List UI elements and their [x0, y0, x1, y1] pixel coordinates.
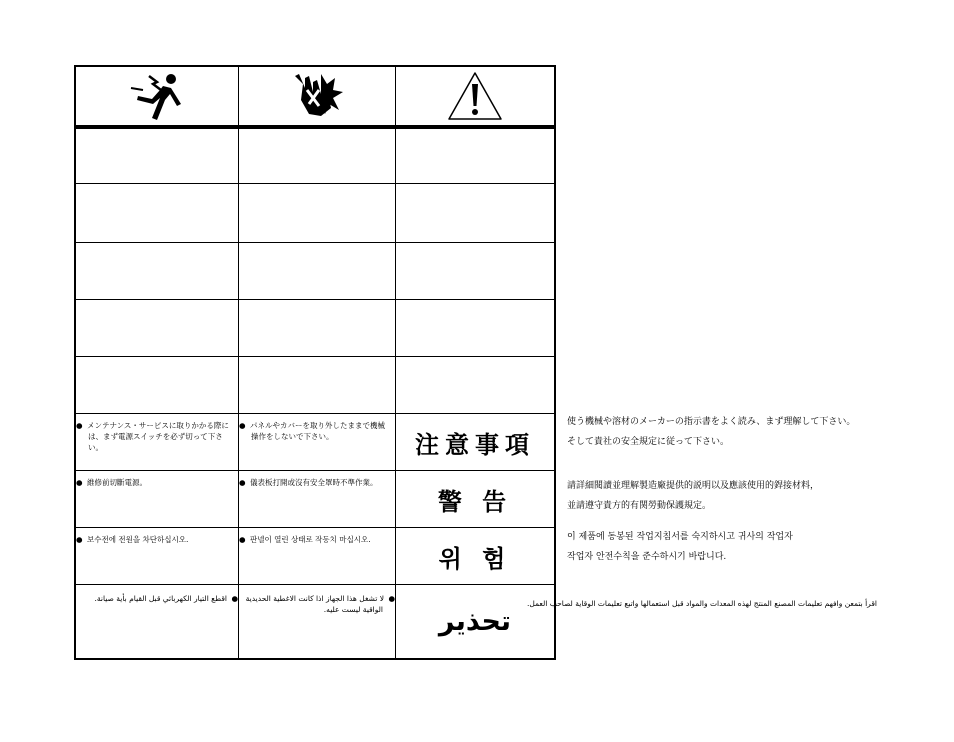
warning-text-korean-electric: ● 보수전에 전원을 차단하십시오. — [76, 535, 189, 544]
instruction-japanese-line1: 使う機械や溶材のメーカーの指示書をよく読み、まず理解して下さい。 — [567, 417, 856, 427]
icon-cell-hand — [239, 67, 395, 125]
instruction-korean — [567, 527, 793, 567]
warning-text-arabic-electric: ●اقطع التيار الكهربائي قبل القيام بأية صيانة. — [94, 594, 238, 603]
header-divider — [76, 125, 554, 129]
warning-title-chinese: 警 告 — [437, 487, 513, 516]
instruction-chinese — [567, 476, 819, 516]
row-divider — [76, 183, 554, 184]
warning-text-japanese-electric: ● メンテナンス・サービスに取りかかる際には、まず電源スイッチを必ず切って下さい。 — [76, 421, 229, 452]
instruction-korean-line2: 작업자 안전수칙을 준수하시기 바랍니다. — [567, 552, 727, 562]
instruction-chinese-line1: 請詳細閱讀並理解製造廠提供的説明以及應該使用的銲接材料， — [567, 481, 820, 491]
instruction-arabic-line1: اقرأ بتمعن وافهم تعليمات المصنع المنتج لهذه المعدات والمواد قبل استعمالها واتبع تعليمات الوقاية لصاحب العمل. — [526, 599, 877, 608]
row-divider — [76, 242, 554, 243]
warning-title-korean: 위 험 — [438, 544, 512, 573]
warning-text-chinese-electric: ● 維修前切斷電源。 — [76, 478, 147, 487]
instruction-arabic — [526, 594, 877, 614]
warning-text-japanese-panel: ● パネルやカバーを取り外したままで機械操作をしないで下さい。 — [239, 421, 385, 441]
instruction-korean-line1: 이 제품에 동봉된 작업지침서를 숙지하시고 귀사의 작업자 — [567, 532, 793, 542]
warning-triangle-icon — [446, 70, 504, 122]
warning-title-arabic: تحذير — [438, 606, 512, 637]
warning-title-japanese: 注意事項 — [415, 430, 535, 459]
warning-text-korean-panel: ● 판넬이 열린 상태로 작동치 마십시오. — [239, 535, 371, 544]
warning-table — [74, 65, 556, 660]
icon-cell-warning — [396, 67, 554, 125]
instruction-japanese-line2: そして貴社の安全規定に従って下さい。 — [567, 437, 730, 447]
warning-text-chinese-panel: ● 儀表板打開或沒有安全罩時不準作業。 — [239, 478, 378, 487]
row-divider — [76, 356, 554, 357]
electric-shock-icon — [127, 70, 187, 122]
icon-cell-shock — [76, 67, 238, 125]
warning-text-arabic-panel: ●لا تشغل هذا الجهاز اذا كانت الاغطية الحديدية الواقية ليست عليه. — [245, 594, 395, 614]
hand-in-machinery-icon — [287, 70, 347, 122]
instruction-japanese — [567, 412, 855, 452]
instruction-chinese-line2: 並請遵守貴方的有関勞動保護規定。 — [567, 501, 712, 511]
row-divider — [76, 299, 554, 300]
